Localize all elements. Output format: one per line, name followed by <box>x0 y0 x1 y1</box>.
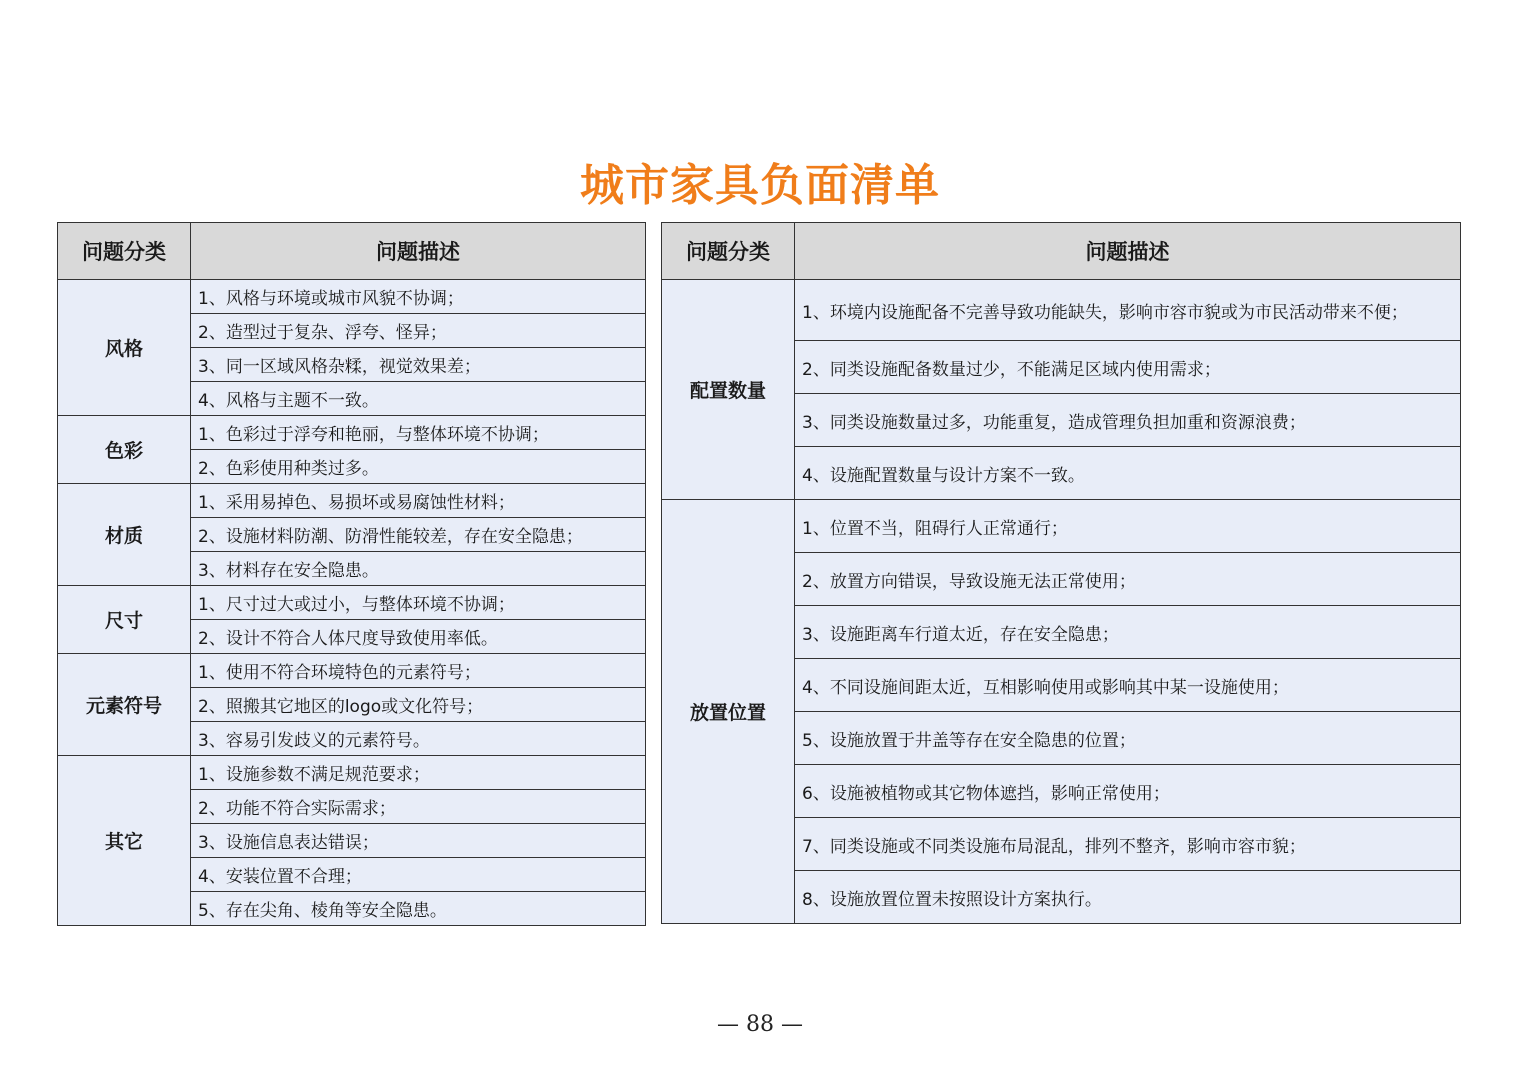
description-cell: 3、容易引发歧义的元素符号。 <box>191 722 646 756</box>
category-cell: 风格 <box>58 280 191 416</box>
table-row <box>662 500 1461 553</box>
header-description: 问题描述 <box>191 223 646 280</box>
description-cell: 4、安装位置不合理； <box>191 858 646 892</box>
description-cell: 2、色彩使用种类过多。 <box>191 450 646 484</box>
description-cell: 1、设施参数不满足规范要求； <box>191 756 646 790</box>
description-cell: 3、材料存在安全隐患。 <box>191 552 646 586</box>
description-cell: 1、风格与环境或城市风貌不协调； <box>191 280 646 314</box>
category-cell: 放置位置 <box>662 500 795 924</box>
description-cell: 7、同类设施或不同类设施布局混乱，排列不整齐，影响市容市貌； <box>795 818 1461 871</box>
description-cell: 4、风格与主题不一致。 <box>191 382 646 416</box>
table-row <box>58 756 646 790</box>
description-cell: 3、设施信息表达错误； <box>191 824 646 858</box>
description-cell: 2、放置方向错误，导致设施无法正常使用； <box>795 553 1461 606</box>
description-cell: 8、设施放置位置未按照设计方案执行。 <box>795 871 1461 924</box>
table-header-row <box>662 223 1461 280</box>
category-cell: 色彩 <box>58 416 191 484</box>
description-cell: 6、设施被植物或其它物体遮挡，影响正常使用； <box>795 765 1461 818</box>
category-cell: 其它 <box>58 756 191 926</box>
table-row <box>662 280 1461 341</box>
description-cell: 4、不同设施间距太近，互相影响使用或影响其中某一设施使用； <box>795 659 1461 712</box>
description-cell: 1、色彩过于浮夸和艳丽，与整体环境不协调； <box>191 416 646 450</box>
table-row <box>58 484 646 518</box>
description-cell: 3、设施距离车行道太近，存在安全隐患； <box>795 606 1461 659</box>
category-cell: 元素符号 <box>58 654 191 756</box>
description-cell: 2、照搬其它地区的logo或文化符号； <box>191 688 646 722</box>
header-category: 问题分类 <box>662 223 795 280</box>
description-cell: 5、存在尖角、棱角等安全隐患。 <box>191 892 646 926</box>
description-cell: 4、设施配置数量与设计方案不一致。 <box>795 447 1461 500</box>
table-row <box>58 416 646 450</box>
page-number: — 88 — <box>717 1012 803 1037</box>
table-row <box>58 654 646 688</box>
description-cell: 2、设计不符合人体尺度导致使用率低。 <box>191 620 646 654</box>
negative-list-table-right <box>661 222 1461 924</box>
negative-list-table-left <box>57 222 646 926</box>
description-cell: 1、环境内设施配备不完善导致功能缺失，影响市容市貌或为市民活动带来不便； <box>795 280 1461 341</box>
table-header-row <box>58 223 646 280</box>
description-cell: 3、同一区域风格杂糅，视觉效果差； <box>191 348 646 382</box>
description-cell: 2、同类设施配备数量过少，不能满足区域内使用需求； <box>795 341 1461 394</box>
description-cell: 5、设施放置于井盖等存在安全隐患的位置； <box>795 712 1461 765</box>
description-cell: 3、同类设施数量过多，功能重复，造成管理负担加重和资源浪费； <box>795 394 1461 447</box>
table-row <box>58 280 646 314</box>
description-cell: 1、位置不当，阻碍行人正常通行； <box>795 500 1461 553</box>
description-cell: 2、造型过于复杂、浮夸、怪异； <box>191 314 646 348</box>
page-title: 城市家具负面清单 <box>580 160 940 211</box>
table-row <box>58 586 646 620</box>
description-cell: 1、采用易掉色、易损坏或易腐蚀性材料； <box>191 484 646 518</box>
header-description: 问题描述 <box>795 223 1461 280</box>
description-cell: 2、功能不符合实际需求； <box>191 790 646 824</box>
description-cell: 1、使用不符合环境特色的元素符号； <box>191 654 646 688</box>
description-cell: 2、设施材料防潮、防滑性能较差，存在安全隐患； <box>191 518 646 552</box>
header-category: 问题分类 <box>58 223 191 280</box>
category-cell: 材质 <box>58 484 191 586</box>
category-cell: 配置数量 <box>662 280 795 500</box>
category-cell: 尺寸 <box>58 586 191 654</box>
description-cell: 1、尺寸过大或过小，与整体环境不协调； <box>191 586 646 620</box>
